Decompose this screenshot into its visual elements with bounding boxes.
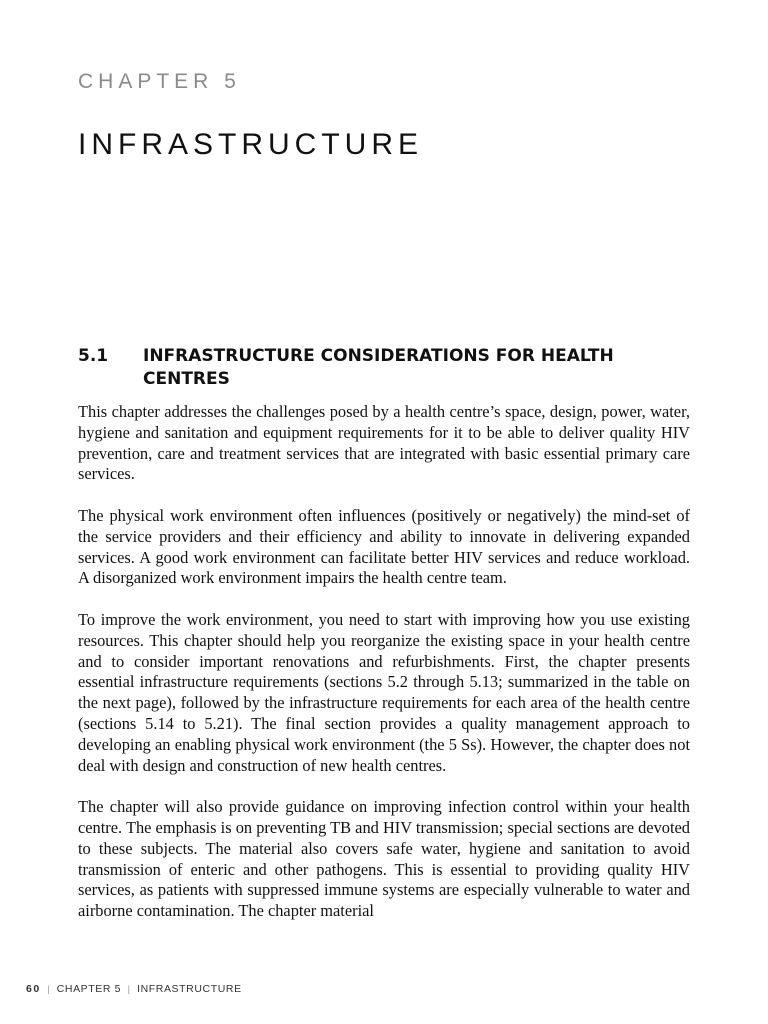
paragraph-2: The physical work environment often influences (positively or negatively) the mind-set of the service providers and their efficiency and ability to innovate in delivering expanded services. A good work environment can facilitate better HIV services and reduce workload. A disorganized work environment impairs the health centre team. — [78, 505, 690, 588]
section-number: 5.1 — [78, 346, 109, 366]
section-title: INFRASTRUCTURE CONSIDERATIONS FOR HEALTH CENTRES — [143, 346, 614, 389]
paragraph-4: The chapter will also provide guidance on improving infection control within your health centre. The emphasis is on preventing TB and HIV transmission; special sections are devoted to these subjects. The material also covers safe water, hygiene and sanitation to avoid transmission of enteric and other pathogens. This is essential to providing quality HIV services, as patients with suppressed immune systems are especially vulnerable to water and airborne contamination. The chapter material — [78, 797, 690, 921]
paragraph-3: To improve the work environment, you need to start with improving how you use existing resources. This chapter should help you reorganize the existing space in your health centre and to consider important renovations and refurbishments. First, the chapter presents essential infrastructure requirements (sections 5.2 through 5.13; summarized in the table on the next page), followed by the infrastructure requirements for each area of the health centre (sections 5.14 to 5.21). The final section provides a quality management approach to developing an enabling physical work environment (the 5 Ss). However, the chapter does not deal with design and construction of new health centres. — [78, 609, 690, 775]
paragraph-1: This chapter addresses the challenges posed by a health centre’s space, design, power, water, hygiene and sanitation and equipment requirements for it to be able to deliver quality HIV prevention, care and treatment services that are integrated with basic essential primary care services. — [78, 402, 690, 484]
body-text — [78, 402, 690, 943]
chapter-title: INFRASTRUCTURE — [78, 128, 423, 161]
footer-title: INFRASTRUCTURE — [137, 983, 242, 995]
section-heading — [78, 345, 698, 391]
footer-separator: | — [127, 984, 131, 994]
footer-separator: | — [47, 984, 51, 994]
chapter-label: CHAPTER 5 — [78, 70, 241, 93]
page-number: 60 — [26, 983, 41, 995]
page-footer — [26, 982, 242, 996]
footer-chapter: CHAPTER 5 — [56, 983, 122, 995]
